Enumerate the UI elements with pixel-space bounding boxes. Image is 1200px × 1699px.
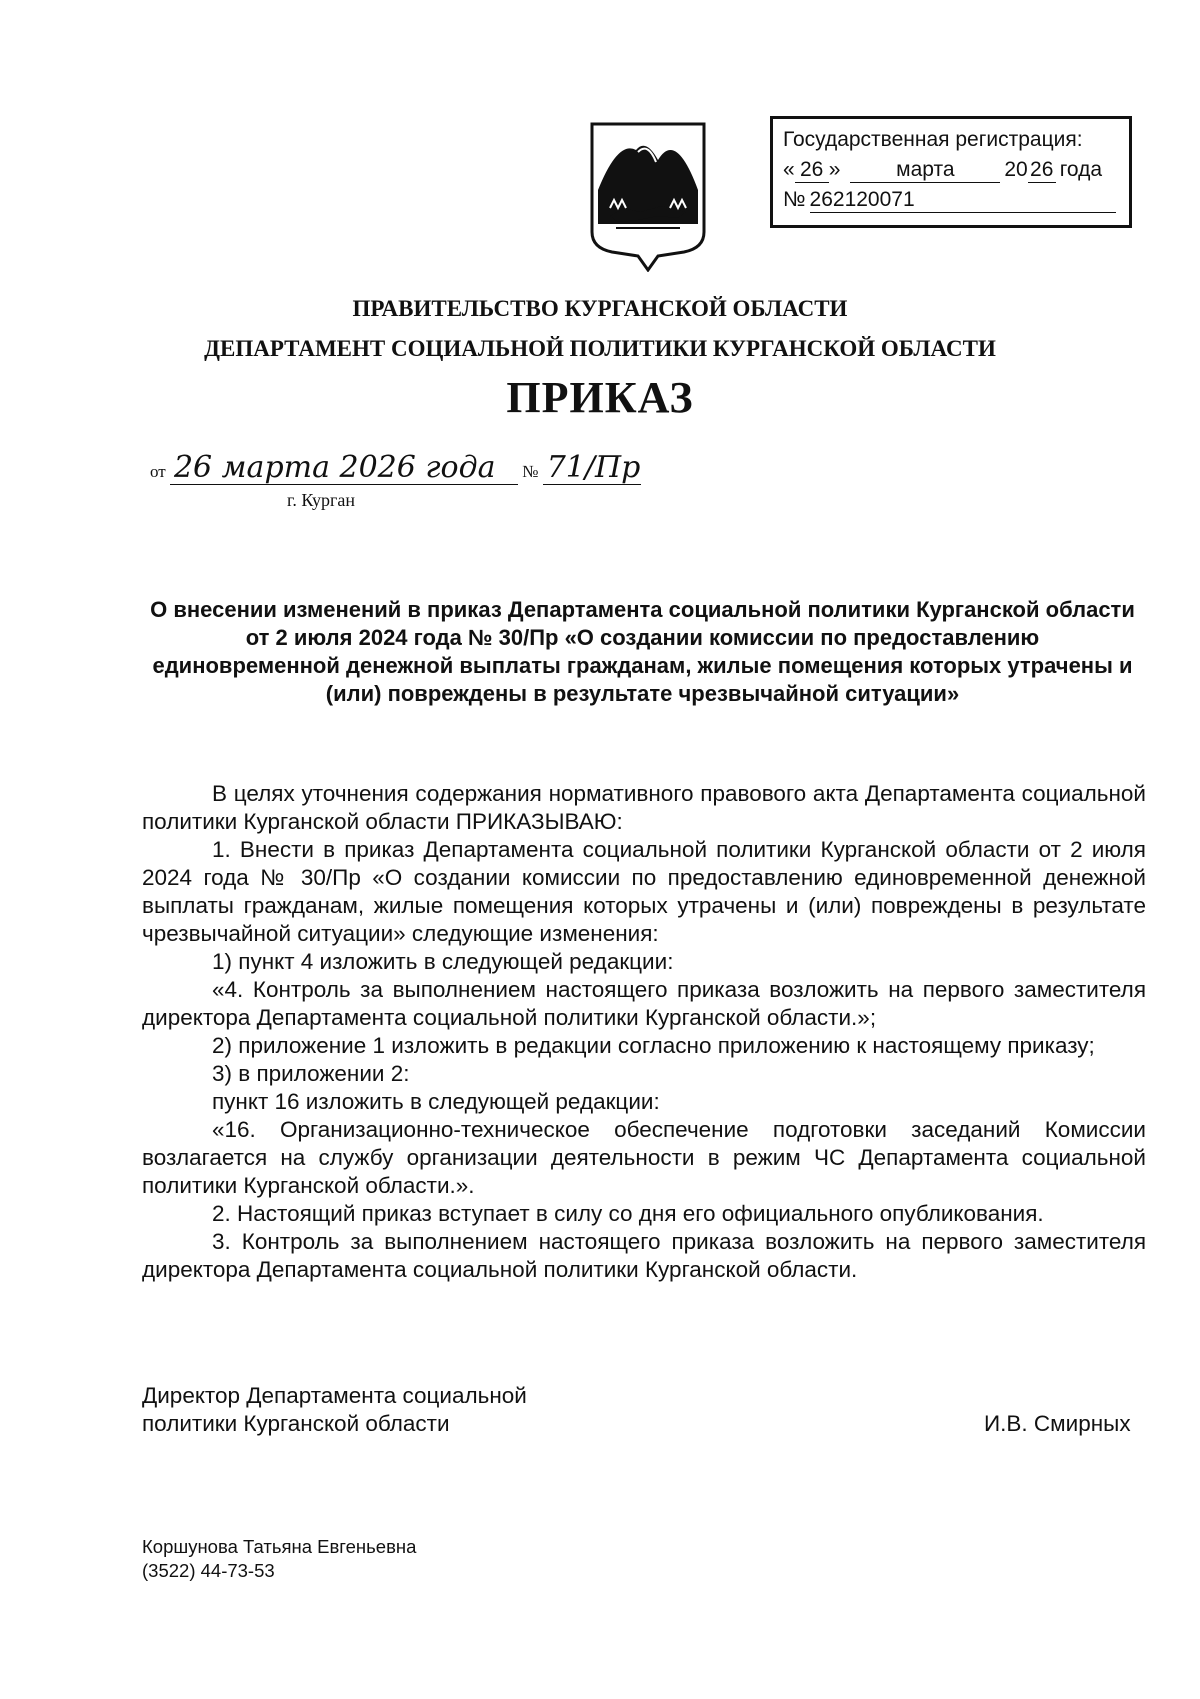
registration-number: 262120071 [810,188,1116,213]
order-subject: О внесении изменений в приказ Департамента социальной политики Курганской области от 2 июля 2024 года № 30/Пр «О создании комиссии по предоставлению единовременной денежной выплаты гражданам, жилые помещения которых утрачены и (или) повреждены в результате чрезвычайной ситуации» [150,597,1135,706]
body-paragraph: В целях уточнения содержания нормативного правового акта Департамента социальной политики Курганской области ПРИКАЗЫВАЮ: [142,781,1146,834]
order-body [142,780,1146,1284]
executor-contact [142,1535,416,1583]
registration-month: марта [850,158,1000,183]
body-paragraph: 3) в приложении 2: [212,1061,410,1086]
registration-stamp [770,116,1132,228]
registration-number-prefix: № [783,188,806,211]
signatory-position [142,1382,527,1438]
registration-quote-close: » [828,158,841,181]
body-paragraph: 1) пункт 4 изложить в следующей редакции: [212,949,674,974]
body-paragraph: 2) приложение 1 изложить в редакции согласно приложению к настоящему приказу; [212,1033,1095,1058]
registration-number-row [783,185,1119,215]
coat-of-arms-emblem [588,120,708,272]
order-number-label: № [522,462,539,481]
registration-year-prefix: 20 [1004,158,1028,181]
registration-year-suffix: 26 [1028,158,1056,183]
date-from-label: от [150,462,166,481]
handwritten-date: 26 марта 2026 года [170,452,518,485]
document-type-title: ПРИКАЗ [506,373,694,422]
registration-date-row [783,155,1119,185]
body-paragraph: «16. Организационно-техническое обеспечение подготовки заседаний Комиссии возлагается на службу организации деятельности в режим ЧС Департамента социальной политики Курганской области.». [142,1117,1146,1198]
executor-phone: (3522) 44-73-53 [142,1560,275,1581]
order-dateline [150,452,641,485]
registration-day: 26 [795,158,829,183]
body-paragraph: 3. Контроль за выполнением настоящего приказа возложить на первого заместителя директора Департамента социальной политики Курганской области. [142,1229,1146,1282]
body-paragraph: «4. Контроль за выполнением настоящего приказа возложить на первого заместителя директора Департамента социальной политики Курганской области.»; [142,977,1146,1030]
registration-quote-open: « [783,158,795,181]
department-heading: ДЕПАРТАМЕНТ СОЦИАЛЬНОЙ ПОЛИТИКИ КУРГАНСКОЙ ОБЛАСТИ [204,336,996,361]
registration-year-word: года [1059,158,1103,181]
body-paragraph: 1. Внести в приказ Департамента социальной политики Курганской области от 2 июля 2024 года № 30/Пр «О создании комиссии по предоставлению единовременной денежной выплаты гражданам, жилые помещения которых утрачены и (или) повреждены в результате чрезвычайной ситуации» следующие изменения: [142,837,1146,946]
city-label: г. Курган [287,490,356,510]
signatory-name: И.В. Смирных [984,1411,1131,1436]
government-heading: ПРАВИТЕЛЬСТВО КУРГАНСКОЙ ОБЛАСТИ [352,296,848,321]
body-paragraph: пункт 16 изложить в следующей редакции: [212,1089,660,1114]
handwritten-order-number: 71/Пр [543,452,641,485]
position-line-1: Директор Департамента социальной [142,1383,527,1408]
executor-name: Коршунова Татьяна Евгеньевна [142,1536,417,1557]
registration-title: Государственная регистрация: [783,128,1083,151]
position-line-2: политики Курганской области [142,1411,450,1436]
body-paragraph: 2. Настоящий приказ вступает в силу со дня его официального опубликования. [212,1201,1044,1226]
